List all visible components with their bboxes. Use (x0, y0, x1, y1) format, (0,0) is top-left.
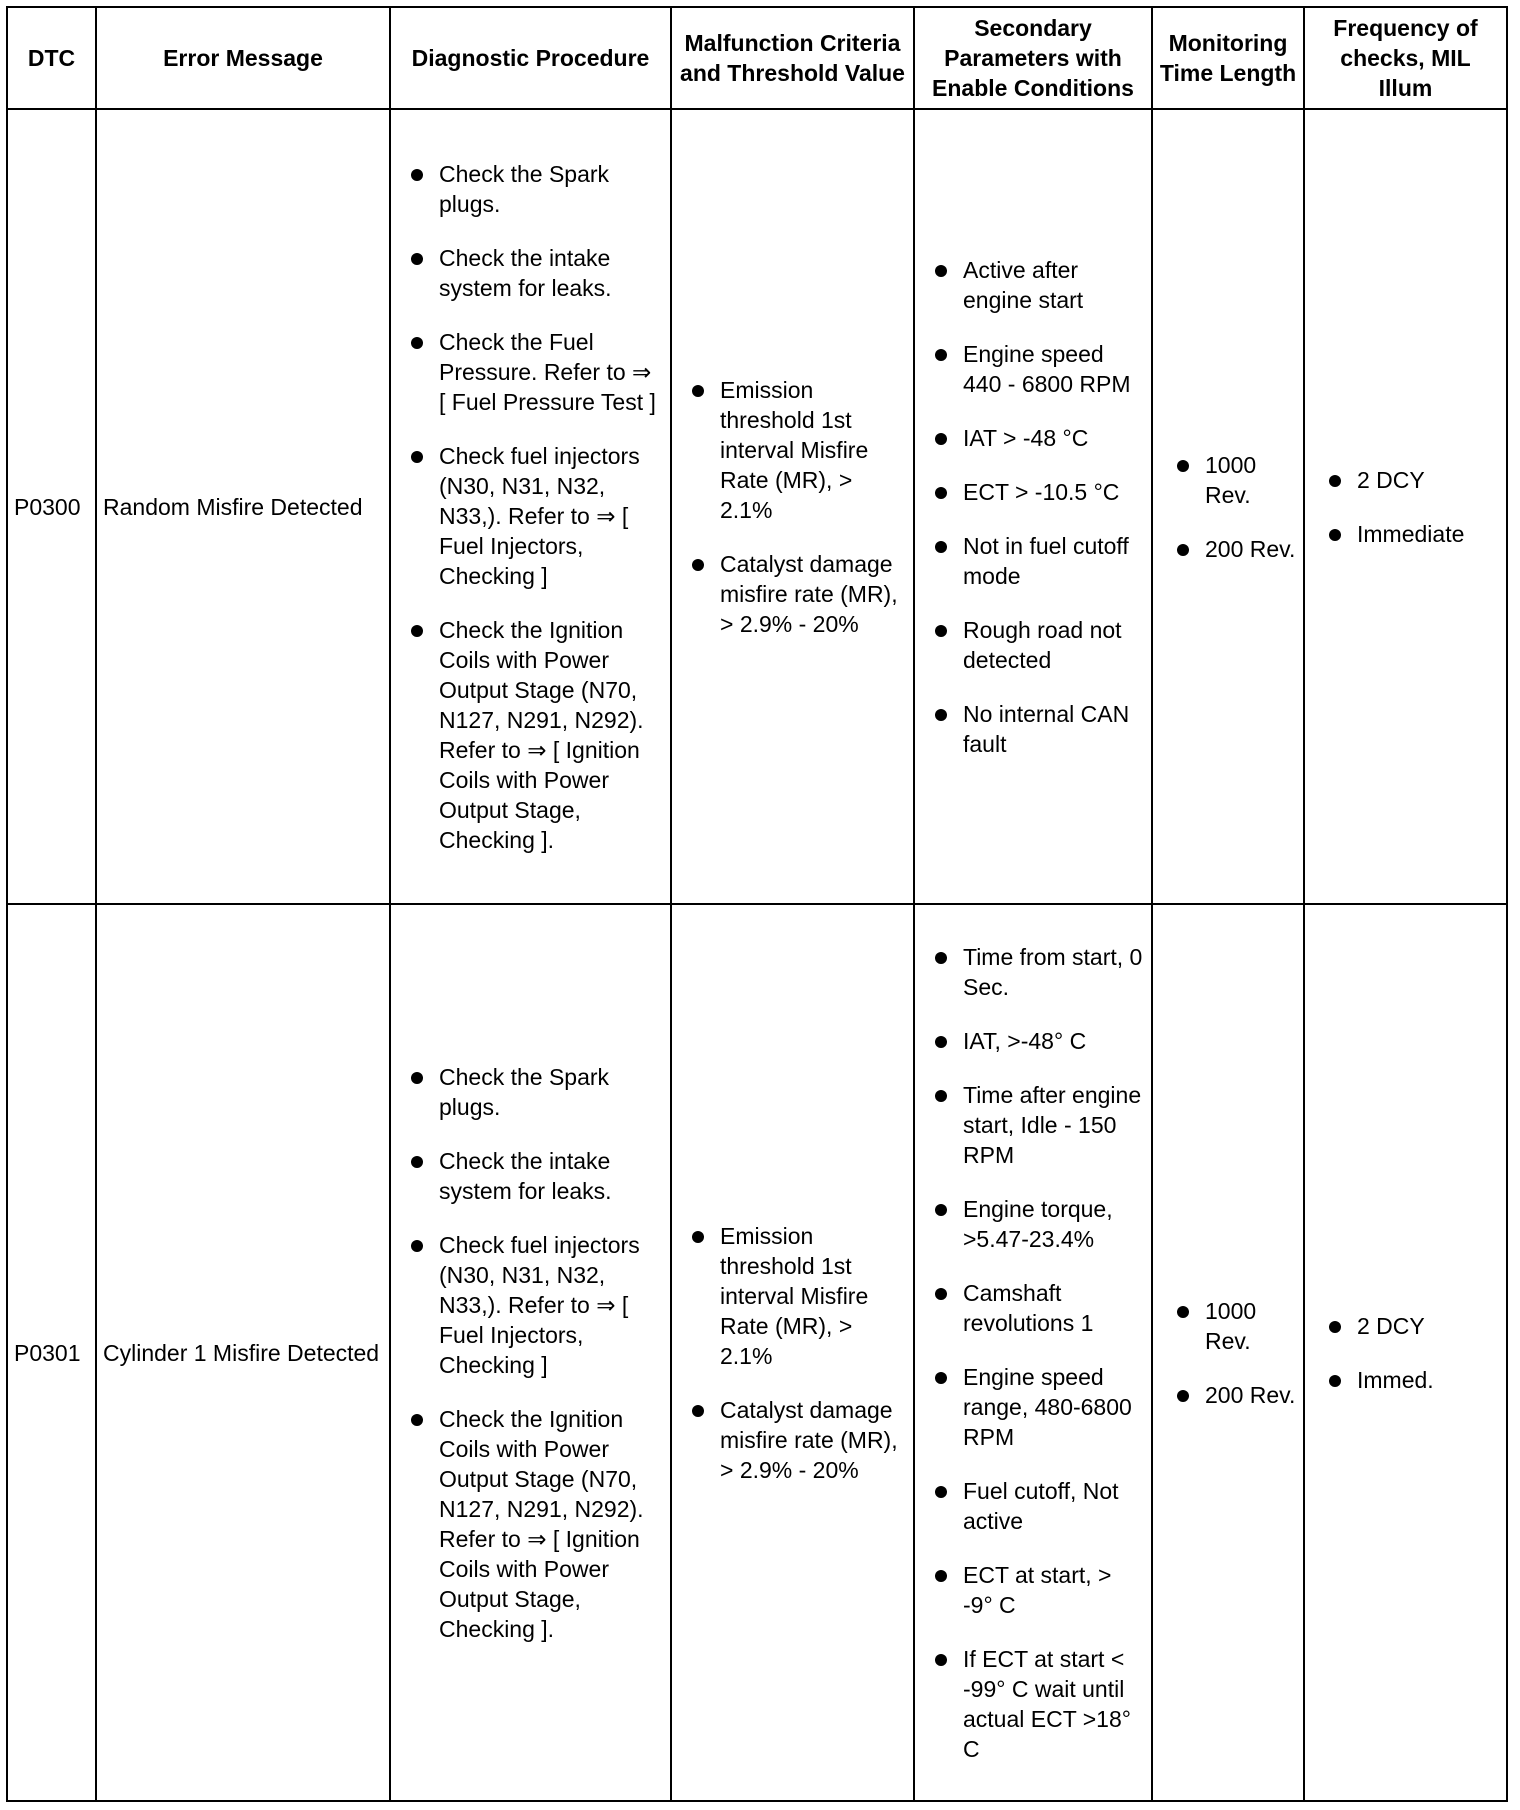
list-item: Check fuel injectors (N30, N31, N32, N33,). Refer to ⇒ [ Fuel Injectors, Checking ] (409, 1230, 664, 1380)
header-error-message: Error Message (96, 7, 390, 109)
header-secondary-parameters: Secondary Parameters with Enable Conditions (914, 7, 1152, 109)
secondary-parameters-cell (914, 109, 1152, 904)
list-item: Time from start, 0 Sec. (933, 942, 1147, 1002)
frequency-list (1327, 1311, 1500, 1395)
list-item: 1000 Rev. (1175, 450, 1297, 510)
header-malfunction-criteria: Malfunction Criteria and Threshold Value (671, 7, 914, 109)
list-item: Not in fuel cutoff mode (933, 531, 1147, 591)
header-diagnostic-procedure: Diagnostic Procedure (390, 7, 671, 109)
list-item: Emission threshold 1st interval Misfire Rate (MR), > 2.1% (690, 1221, 907, 1371)
list-item: 200 Rev. (1175, 1380, 1297, 1410)
table-row (7, 109, 1507, 904)
list-item: ECT at start, > -9° C (933, 1560, 1147, 1620)
error-message: Cylinder 1 Misfire Detected (96, 904, 390, 1801)
list-item: 1000 Rev. (1175, 1296, 1297, 1356)
header-monitoring-time: Monitoring Time Length (1152, 7, 1304, 109)
frequency-cell (1304, 904, 1507, 1801)
list-item: Check the Ignition Coils with Power Output Stage (N70, N127, N291, N292). Refer to ⇒ [ Ignition Coils with Power Output Stage, Checking ]. (409, 615, 664, 855)
secondary-parameters-cell (914, 904, 1152, 1801)
list-item: Engine torque, >5.47-23.4% (933, 1194, 1147, 1254)
list-item: 200 Rev. (1175, 534, 1297, 564)
diagnostic-procedure-cell (390, 109, 671, 904)
error-message: Random Misfire Detected (96, 109, 390, 904)
list-item: Check the intake system for leaks. (409, 1146, 664, 1206)
header-dtc: DTC (7, 7, 96, 109)
monitoring-time-cell (1152, 109, 1304, 904)
list-item: Check the Spark plugs. (409, 1062, 664, 1122)
dtc-table (6, 6, 1508, 1802)
list-item: Emission threshold 1st interval Misfire Rate (MR), > 2.1% (690, 375, 907, 525)
secondary-list (933, 255, 1147, 759)
criteria-list (690, 1221, 907, 1485)
list-item: Check the Spark plugs. (409, 159, 664, 219)
secondary-list (933, 942, 1147, 1764)
procedure-list (409, 1062, 664, 1644)
list-item: If ECT at start < -99° C wait until actual ECT >18° C (933, 1644, 1147, 1764)
criteria-list (690, 375, 907, 639)
list-item: Check fuel injectors (N30, N31, N32, N33,). Refer to ⇒ [ Fuel Injectors, Checking ] (409, 441, 664, 591)
list-item: Fuel cutoff, Not active (933, 1476, 1147, 1536)
list-item: Rough road not detected (933, 615, 1147, 675)
list-item: Immediate (1327, 519, 1500, 549)
list-item: Engine speed 440 - 6800 RPM (933, 339, 1147, 399)
list-item: Check the intake system for leaks. (409, 243, 664, 303)
list-item: Immed. (1327, 1365, 1500, 1395)
list-item: Time after engine start, Idle - 150 RPM (933, 1080, 1147, 1170)
diagnostic-procedure-cell (390, 904, 671, 1801)
monitoring-time-cell (1152, 904, 1304, 1801)
list-item: ECT > -10.5 °C (933, 477, 1147, 507)
procedure-list (409, 159, 664, 855)
list-item: No internal CAN fault (933, 699, 1147, 759)
list-item: Engine speed range, 480-6800 RPM (933, 1362, 1147, 1452)
frequency-list (1327, 465, 1500, 549)
table-row (7, 904, 1507, 1801)
list-item: Catalyst damage misfire rate (MR), > 2.9% - 20% (690, 549, 907, 639)
monitoring-list (1175, 1296, 1297, 1410)
list-item: IAT > -48 °C (933, 423, 1147, 453)
list-item: Check the Fuel Pressure. Refer to ⇒ [ Fuel Pressure Test ] (409, 327, 664, 417)
monitoring-list (1175, 450, 1297, 564)
dtc-code: P0301 (7, 904, 96, 1801)
header-frequency: Frequency of checks, MIL Illum (1304, 7, 1507, 109)
list-item: 2 DCY (1327, 1311, 1500, 1341)
list-item: Check the Ignition Coils with Power Output Stage (N70, N127, N291, N292). Refer to ⇒ [ Ignition Coils with Power Output Stage, Checking ]. (409, 1404, 664, 1644)
list-item: Catalyst damage misfire rate (MR), > 2.9% - 20% (690, 1395, 907, 1485)
list-item: Active after engine start (933, 255, 1147, 315)
list-item: IAT, >-48° C (933, 1026, 1147, 1056)
list-item: Camshaft revolutions 1 (933, 1278, 1147, 1338)
frequency-cell (1304, 109, 1507, 904)
dtc-code: P0300 (7, 109, 96, 904)
malfunction-criteria-cell (671, 904, 914, 1801)
header-row (7, 7, 1507, 109)
list-item: 2 DCY (1327, 465, 1500, 495)
malfunction-criteria-cell (671, 109, 914, 904)
